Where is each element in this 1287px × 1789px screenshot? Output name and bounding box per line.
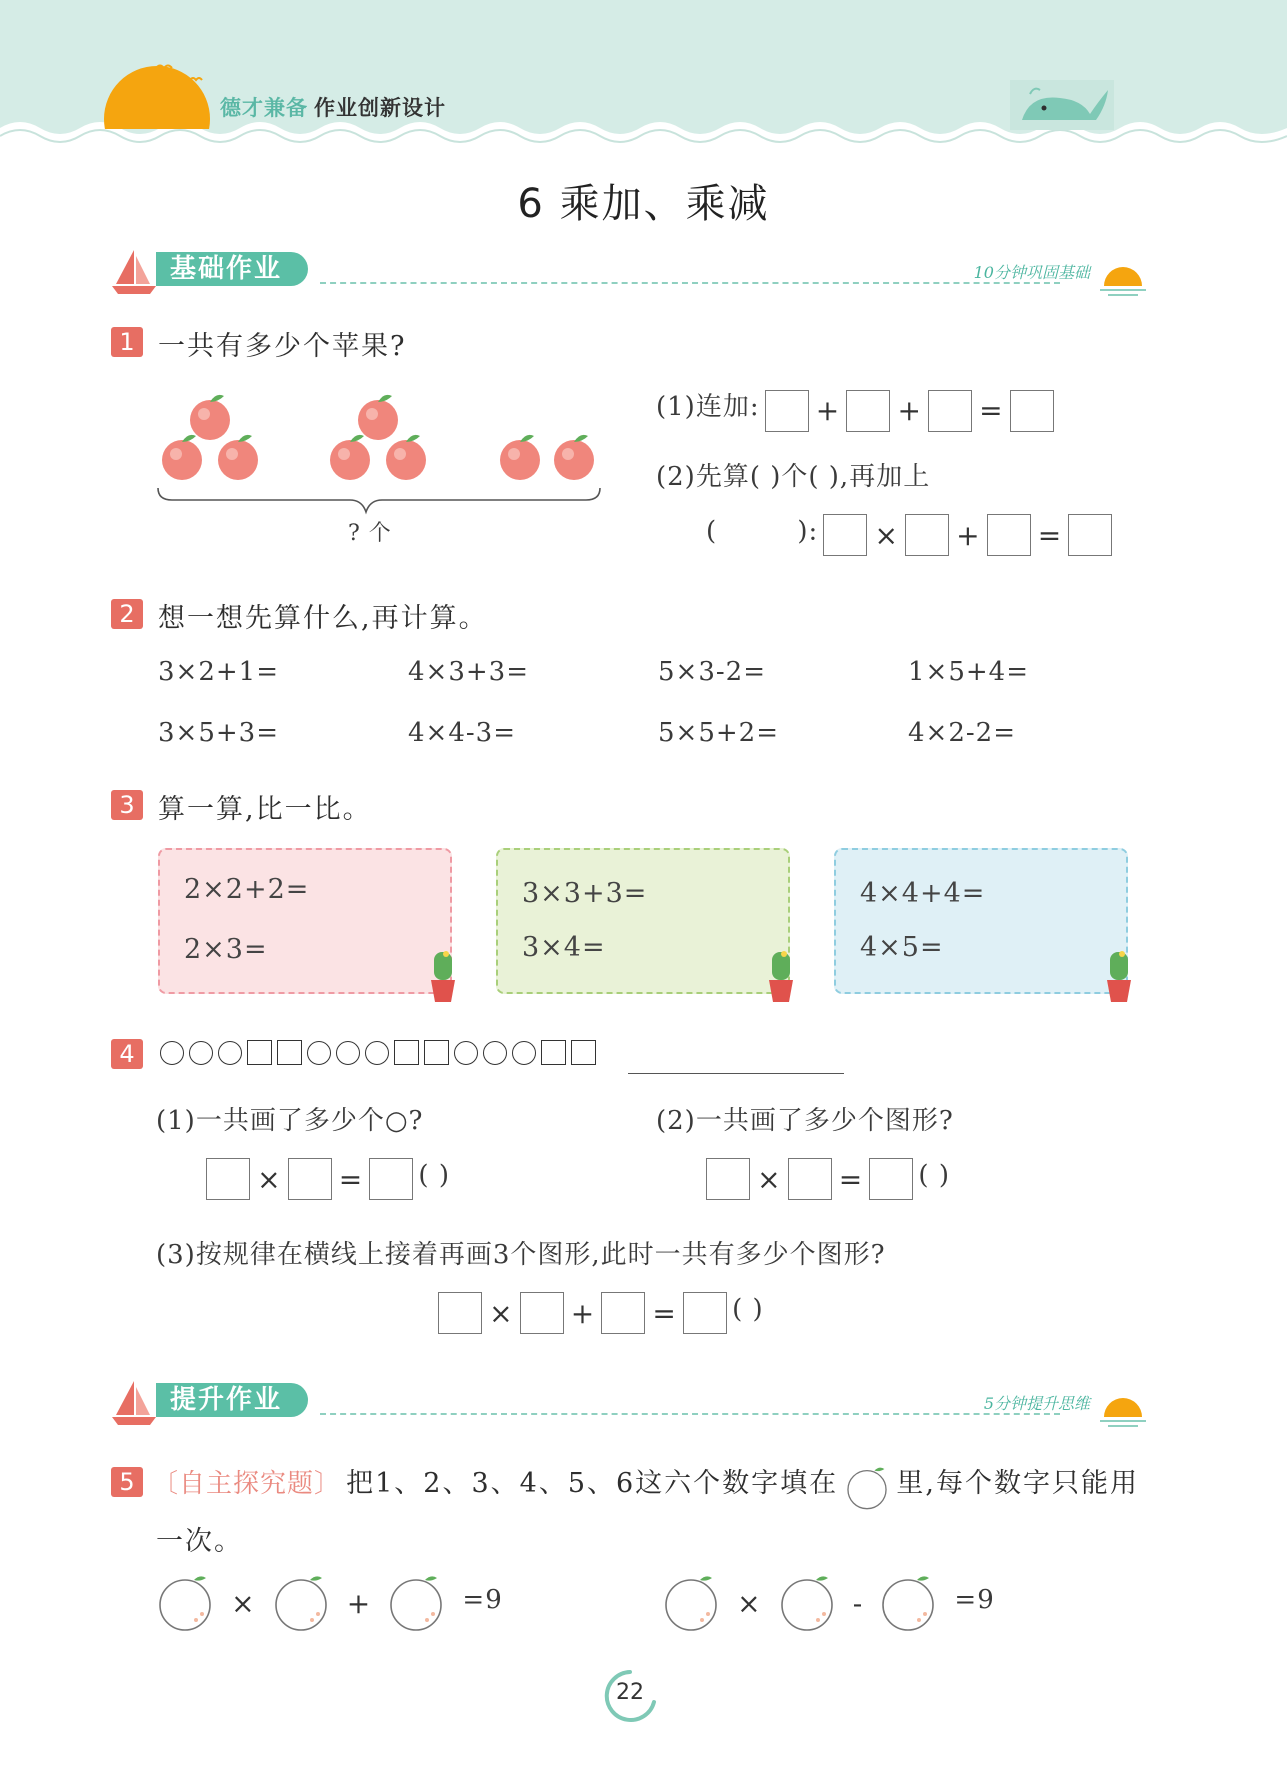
plus-sign: + (956, 518, 980, 552)
question-prompt-end: 一次。 (156, 1526, 243, 1557)
blank-circle-icon (843, 1464, 891, 1512)
answer-box[interactable] (520, 1292, 564, 1334)
answer-circle[interactable] (662, 1574, 720, 1632)
shape-pattern (160, 1040, 601, 1068)
answer-box[interactable] (869, 1158, 913, 1200)
answer-circle[interactable] (387, 1574, 445, 1632)
answer-box[interactable] (683, 1292, 727, 1334)
card-line-2: 3×4= (522, 932, 606, 963)
answer-box[interactable] (1010, 390, 1054, 432)
q4-part1: (1)一共画了多少个○? (156, 1106, 424, 1136)
cactus-icon (1102, 948, 1136, 1004)
question-number: 1 (111, 327, 143, 357)
mini-sun-icon (1100, 1387, 1146, 1433)
mini-sun-icon (1100, 256, 1146, 302)
q4-part2-equation (706, 1158, 950, 1200)
whale-icon (1010, 80, 1114, 130)
q4-part3-equation (438, 1292, 764, 1334)
square-shape (541, 1040, 566, 1065)
compare-card-green (496, 848, 790, 994)
unit-paren: ( ) (918, 1160, 950, 1191)
circle-shape (307, 1041, 331, 1065)
paren-close: ): (797, 516, 819, 547)
circle-shape (454, 1041, 478, 1065)
answer-box[interactable] (788, 1158, 832, 1200)
expression: 5×5+2= (658, 718, 779, 748)
plus-sign: + (815, 394, 840, 427)
expression: 4×2-2= (908, 718, 1016, 748)
question-prompt: 一共有多少个苹果? (158, 331, 407, 362)
question-number: 5 (111, 1467, 143, 1497)
brace-label: ? 个 (348, 521, 392, 546)
circle-shape (483, 1041, 507, 1065)
answer-box[interactable] (706, 1158, 750, 1200)
expression: 3×2+1= (158, 657, 279, 687)
section-header-basic (110, 246, 1150, 296)
circle-shape (160, 1041, 184, 1065)
times-sign: × (874, 518, 898, 552)
answer-box[interactable] (823, 514, 867, 556)
q1-part2: (2)先算( )个( ),再加上 (656, 462, 931, 492)
expression: 5×3-2= (658, 657, 766, 687)
question-tag: 〔自主探究题〕 (152, 1469, 342, 1499)
answer-circle[interactable] (778, 1574, 836, 1632)
circle-shape (512, 1041, 536, 1065)
answer-box[interactable] (1068, 514, 1112, 556)
q1-part2-equation (706, 514, 1112, 556)
equals-sign: = (838, 1162, 863, 1196)
minus-sign: - (852, 1586, 863, 1620)
section-header-advanced (110, 1377, 1150, 1427)
q5-prompt-line (152, 1461, 1139, 1512)
compare-card-blue (834, 848, 1128, 994)
expression: 3×5+3= (158, 718, 279, 748)
equation-result: =9 (954, 1584, 995, 1615)
answer-box[interactable] (846, 390, 890, 432)
card-line-1: 2×2+2= (184, 874, 310, 905)
section-label: 提升作业 (156, 1383, 308, 1417)
answer-box[interactable] (765, 390, 809, 432)
q4-part3: (3)按规律在横线上接着再画3个图形,此时一共有多少个图形? (156, 1240, 886, 1270)
square-shape (424, 1040, 449, 1065)
compare-card-pink (158, 848, 452, 994)
plus-sign: + (570, 1296, 595, 1330)
square-shape (571, 1040, 596, 1065)
sailboat-icon (110, 1379, 160, 1425)
answer-circle[interactable] (879, 1574, 937, 1632)
question-prompt: 算一算,比一比。 (158, 794, 372, 825)
answer-circle[interactable] (272, 1574, 330, 1632)
expression: 1×5+4= (908, 657, 1029, 687)
unit-paren: ( ) (732, 1294, 764, 1325)
question-number: 2 (111, 599, 143, 629)
equals-sign: = (652, 1296, 676, 1330)
times-sign: × (757, 1162, 781, 1196)
q4-part1-equation (206, 1158, 450, 1200)
times-sign: × (257, 1162, 281, 1196)
square-shape (247, 1040, 272, 1065)
brand-accent-text: 德才兼备 (220, 96, 308, 120)
answer-box[interactable] (206, 1158, 250, 1200)
answer-box[interactable] (601, 1292, 645, 1334)
section-hint: 5分钟提升思维 (983, 1394, 1090, 1413)
plus-sign: + (897, 394, 921, 427)
paren-open: ( (706, 516, 718, 547)
q4-part2: (2)一共画了多少个图形? (656, 1106, 954, 1136)
question-number: 4 (111, 1039, 143, 1069)
times-sign: × (231, 1586, 255, 1620)
equals-sign: = (1037, 518, 1062, 552)
sailboat-icon (110, 248, 160, 294)
page-number: 22 (616, 1680, 644, 1705)
answer-line[interactable] (628, 1073, 844, 1074)
circle-shape (365, 1041, 389, 1065)
question-number: 3 (111, 790, 143, 820)
equals-sign: = (979, 394, 1003, 427)
card-line-1: 3×3+3= (522, 878, 648, 909)
unit-paren: ( ) (418, 1160, 450, 1191)
brand-main-text: 作业创新设计 (314, 96, 446, 120)
birds-icon (150, 58, 210, 88)
card-line-2: 4×5= (860, 932, 944, 963)
circle-shape (336, 1041, 360, 1065)
times-sign: × (489, 1296, 513, 1330)
q1-part1 (656, 386, 1054, 432)
square-shape (277, 1040, 302, 1065)
card-line-2: 2×3= (184, 934, 268, 965)
question-prompt: 想一想先算什么,再计算。 (158, 603, 488, 634)
q5-equation-2 (662, 1574, 995, 1632)
cactus-icon (426, 948, 460, 1004)
section-divider (320, 282, 1060, 284)
expression: 4×4-3= (408, 718, 516, 748)
square-shape (394, 1040, 419, 1065)
question-prompt: 把1、2、3、4、5、6这六个数字填在 (346, 1468, 839, 1499)
q1-part1-label: (1)连加: (656, 392, 760, 422)
section-divider (320, 1413, 1060, 1415)
answer-box[interactable] (928, 390, 972, 432)
question-prompt-continued: 里,每个数字只能用 (896, 1468, 1139, 1499)
circle-shape (218, 1041, 242, 1065)
answer-box[interactable] (369, 1158, 413, 1200)
page-title: 6 乘加、乘减 (517, 181, 770, 227)
plus-sign: + (346, 1586, 371, 1620)
expression: 4×3+3= (408, 657, 529, 687)
answer-box[interactable] (438, 1292, 482, 1334)
q5-equation-1 (156, 1574, 503, 1632)
circle-shape (189, 1041, 213, 1065)
times-sign: × (737, 1586, 761, 1620)
section-label: 基础作业 (156, 252, 308, 286)
answer-box[interactable] (905, 514, 949, 556)
equation-result: =9 (462, 1584, 503, 1615)
cactus-icon (764, 948, 798, 1004)
section-hint: 10分钟巩固基础 (973, 263, 1090, 282)
card-line-1: 4×4+4= (860, 878, 986, 909)
answer-box[interactable] (288, 1158, 332, 1200)
answer-box[interactable] (987, 514, 1031, 556)
equals-sign: = (338, 1162, 363, 1196)
answer-circle[interactable] (156, 1574, 214, 1632)
